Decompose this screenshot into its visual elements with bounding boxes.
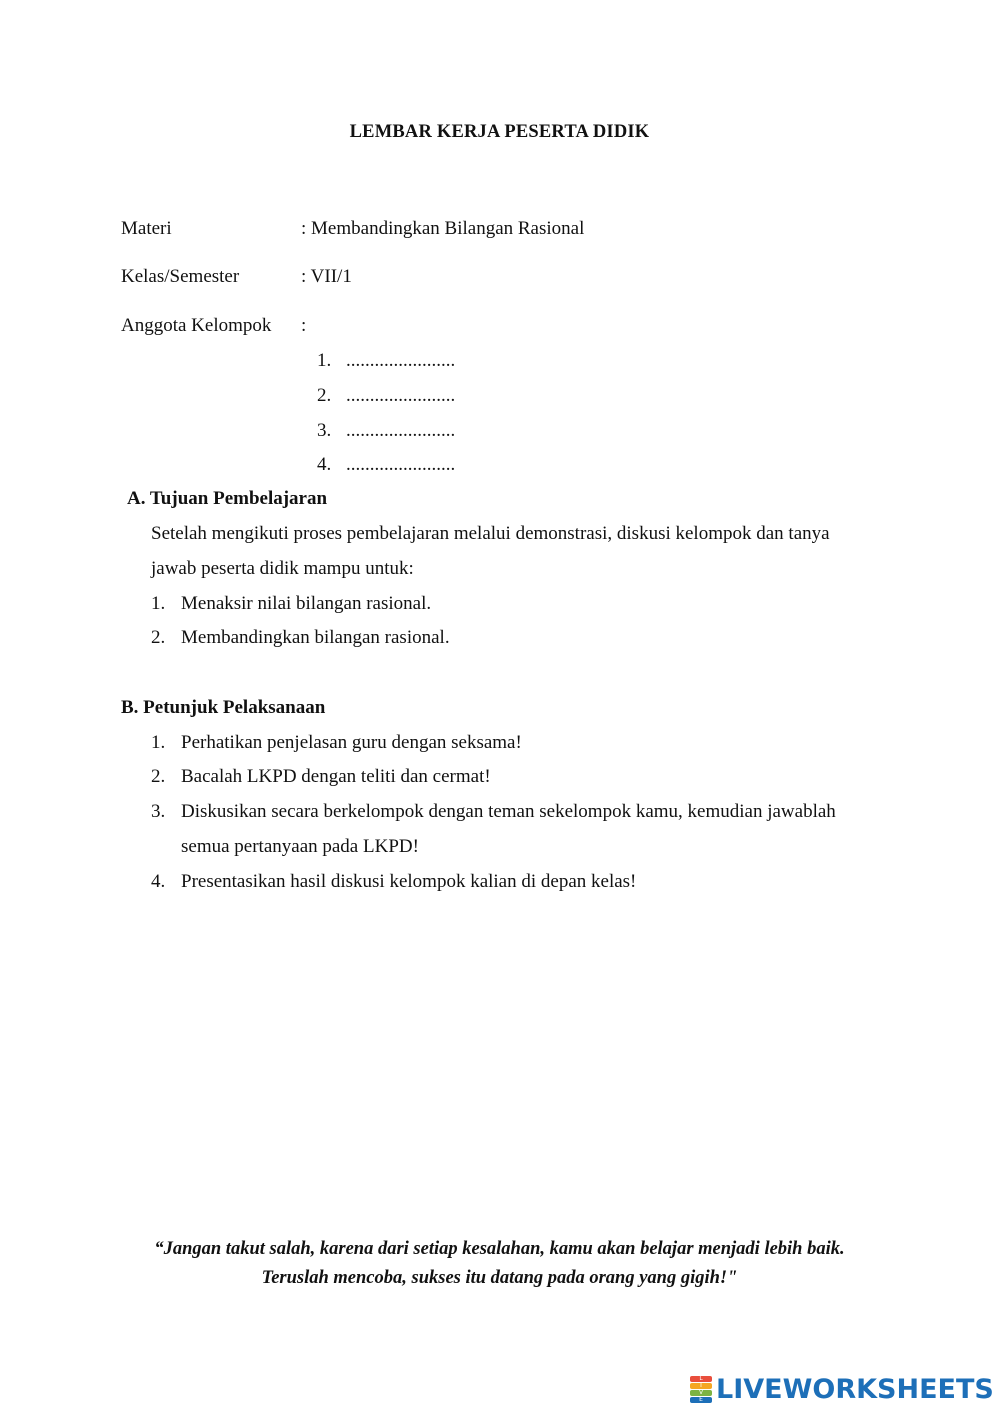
member-blank: ....................... — [346, 420, 456, 441]
list-item-text: Bacalah LKPD dengan teliti dan cermat! — [181, 766, 491, 787]
list-item-text: Perhatikan penjelasan guru dengan seksama! — [181, 732, 522, 753]
list-item-number: 4. — [151, 871, 166, 892]
list-item-text-continued: semua pertanyaan pada LKPD! — [181, 836, 419, 857]
member-number: 2. — [317, 385, 332, 406]
list-item-number: 1. — [151, 732, 166, 753]
section-a-intro-line1: Setelah mengikuti proses pembelajaran melalui demonstrasi, diskusi kelompok dan tanya — [151, 523, 830, 544]
section-b-heading: B. Petunjuk Pelaksanaan — [121, 697, 326, 718]
motivation-quote-line1: “Jangan takut salah, karena dari setiap kesalahan, kamu akan belajar menjadi lebih baik. — [154, 1239, 845, 1259]
field-label-kelas: Kelas/Semester — [121, 266, 240, 287]
section-a-intro-line2: jawab peserta didik mampu untuk: — [151, 558, 414, 579]
brand-name: LIVEWORKSHEETS — [716, 1373, 994, 1405]
list-item-text: Menaksir nilai bilangan rasional. — [181, 593, 432, 614]
member-blank: ....................... — [346, 454, 456, 475]
page-title: LEMBAR KERJA PESERTA DIDIK — [349, 122, 650, 142]
field-label-anggota: Anggota Kelompok — [121, 315, 272, 336]
field-value-materi: : Membandingkan Bilangan Rasional — [301, 218, 585, 239]
list-item-text: Membandingkan bilangan rasional. — [181, 627, 450, 648]
member-blank: ....................... — [346, 350, 456, 371]
list-item-number: 3. — [151, 801, 166, 822]
liveworksheets-logo[interactable] — [690, 1373, 994, 1405]
list-item-number: 1. — [151, 593, 166, 614]
list-item-number: 2. — [151, 766, 166, 787]
list-item-text: Presentasikan hasil diskusi kelompok kalian di depan kelas! — [181, 871, 637, 892]
field-label-materi: Materi — [121, 218, 172, 239]
list-item-text: Diskusikan secara berkelompok dengan teman sekelompok kamu, kemudian jawablah — [181, 801, 836, 822]
member-number: 3. — [317, 420, 332, 441]
list-item-number: 2. — [151, 627, 166, 648]
member-number: 1. — [317, 350, 332, 371]
motivation-quote-line2: Teruslah mencoba, sukses itu datang pada orang yang gigih!" — [261, 1268, 738, 1288]
liveworksheets-logo-icon: L I V E — [690, 1376, 712, 1402]
member-blank: ....................... — [346, 385, 456, 406]
section-a-heading: A. Tujuan Pembelajaran — [127, 488, 328, 509]
field-value-kelas: : VII/1 — [301, 266, 352, 287]
field-value-anggota: : — [301, 315, 307, 336]
member-number: 4. — [317, 454, 332, 475]
